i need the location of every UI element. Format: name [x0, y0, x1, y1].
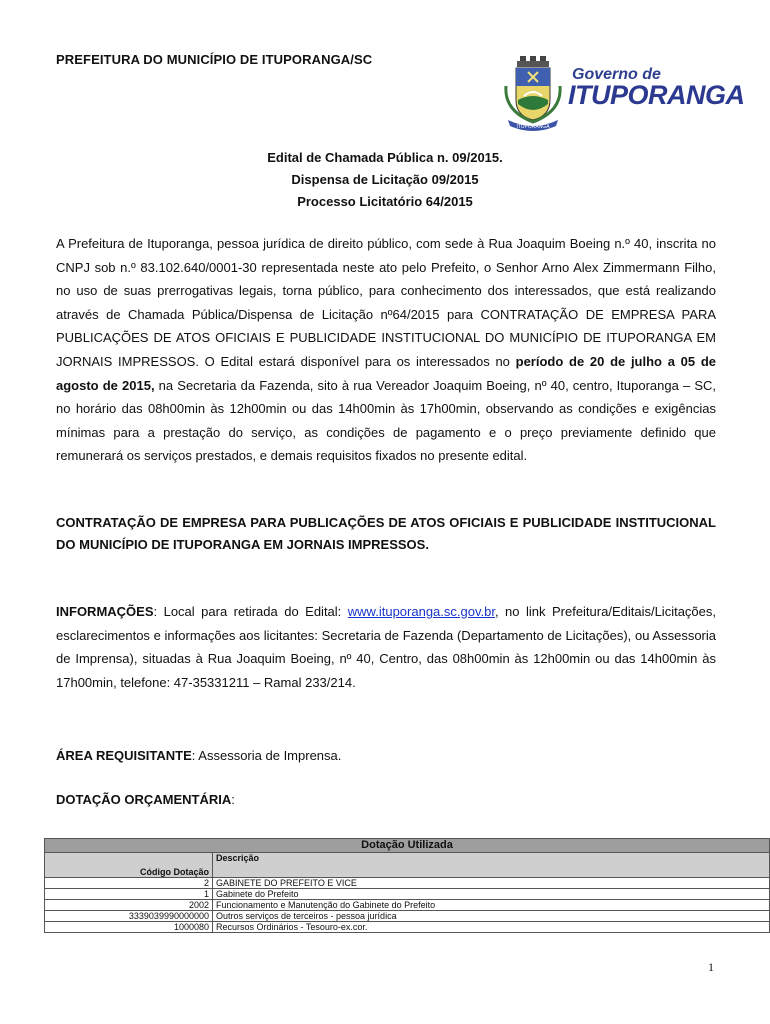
- info-text-2: , no link Prefeitura/Editais/Licitações, esclarecimentos e informações aos licitantes: Secretaria de Fazenda (Departamento de Licitações), ou Assessoria de Imprensa), situadas à Rua Joaquim Boeing, nº 40, Centro, das 08h00min às 12h00min ou das 14h00min às 17h00min, telefone: 47-35331211 – Ramal 233/214.: [56, 604, 716, 690]
- dispensa-title: Dispensa de Licitação 09/2015: [291, 172, 479, 187]
- row-code: 2002: [45, 900, 213, 911]
- row-code: 1: [45, 889, 213, 900]
- intro-text-2: na Secretaria da Fazenda, sito à rua Vereador Joaquim Boeing, nº 40, centro, Ituporanga – SC, no horário das 08h00min às 12h00min ou das 14h00min às 17h00min, observando as condições e exigências mínimas para a prestação do serviço, as condições de pagamento e o preço previamente definido que remunerará os serviços prestados, e demais requisitos fixados no presente edital.: [56, 377, 716, 464]
- col-header-code: Código Dotação: [45, 853, 213, 878]
- intro-paragraph: [56, 232, 716, 468]
- intro-text-1: A Prefeitura de Ituporanga, pessoa jurídica de direito público, com sede à Rua Joaquim Boeing n.º 40, inscrita no CNPJ sob n.º 83.102.640/0001-30 representada neste ato pelo Prefeito, o Senhor Arno Alex Zimmermann Filho, no uso de suas prerrogativas legais, torna público, para conhecimento dos interessados, que está realizando através de Chamada Pública/Dispensa de Licitação nº64/2015 para CONTRATAÇÃO DE EMPRESA PARA PUBLICAÇÕES DE ATOS OFICIAIS E PUBLICIDADE INSTITUCIONAL DO MUNICÍPIO DE ITUPORANGA EM JORNAIS IMPRESSOS. O Edital estará disponível para os interessados no: [56, 236, 716, 369]
- area-label: ÁREA REQUISITANTE: [56, 748, 192, 763]
- dotacao-suffix: :: [231, 792, 235, 807]
- row-code: 1000080: [45, 922, 213, 933]
- website-link[interactable]: www.ituporanga.sc.gov.br: [347, 604, 495, 619]
- intro-period: período de 20 de julho a 05 de agosto de 2015,: [56, 353, 717, 393]
- table-row: [45, 911, 770, 922]
- page-number: 1: [708, 960, 714, 974]
- municipality-title: PREFEITURA DO MUNICÍPIO DE ITUPORANGA/SC: [56, 52, 373, 67]
- col-header-desc: Descrição: [213, 853, 770, 878]
- coat-of-arms-icon: [498, 56, 568, 134]
- info-paragraph: [56, 600, 716, 694]
- processo-title: Processo Licitatório 64/2015: [297, 194, 473, 209]
- logo-title: ITUPORANGA: [568, 80, 745, 110]
- row-desc: Gabinete do Prefeito: [213, 889, 770, 900]
- row-code: 2: [45, 878, 213, 889]
- row-desc: Funcionamento e Manutenção do Gabinete do Prefeito: [213, 900, 770, 911]
- row-desc: Recursos Ordinários - Tesouro-ex.cor.: [213, 922, 770, 933]
- info-label: INFORMAÇÕES: [56, 604, 154, 619]
- table-row: [45, 900, 770, 911]
- dotacao-paragraph: [56, 788, 716, 812]
- table-row: [45, 878, 770, 889]
- table-row: [45, 922, 770, 933]
- table-title: Dotação Utilizada: [45, 839, 770, 853]
- dotacao-table: [44, 838, 770, 933]
- document-headings: [0, 147, 770, 213]
- object-statement: CONTRATAÇÃO DE EMPRESA PARA PUBLICAÇÕES DE ATOS OFICIAIS E PUBLICIDADE INSTITUCIONAL DO MUNICÍPIO DE ITUPORANGA EM JORNAIS IMPRESSOS.: [56, 515, 716, 552]
- table-row: [45, 889, 770, 900]
- edital-title: Edital de Chamada Pública n. 09/2015.: [267, 150, 503, 165]
- area-paragraph: [56, 744, 716, 768]
- area-value: : Assessoria de Imprensa.: [191, 748, 342, 763]
- row-desc: Outros serviços de terceiros - pessoa jurídica: [213, 911, 770, 922]
- svg-text:ITUPORANGA: ITUPORANGA: [516, 124, 550, 130]
- logo-subtitle: Governo de: [572, 66, 661, 83]
- dotacao-label: DOTAÇÃO ORÇAMENTÁRIA: [56, 792, 232, 807]
- row-code: 3339039990000000: [45, 911, 213, 922]
- row-desc: GABINETE DO PREFEITO E VICE: [213, 878, 770, 889]
- ituporanga-logo: [498, 56, 745, 134]
- info-text-1: : Local para retirada do Edital:: [153, 604, 348, 619]
